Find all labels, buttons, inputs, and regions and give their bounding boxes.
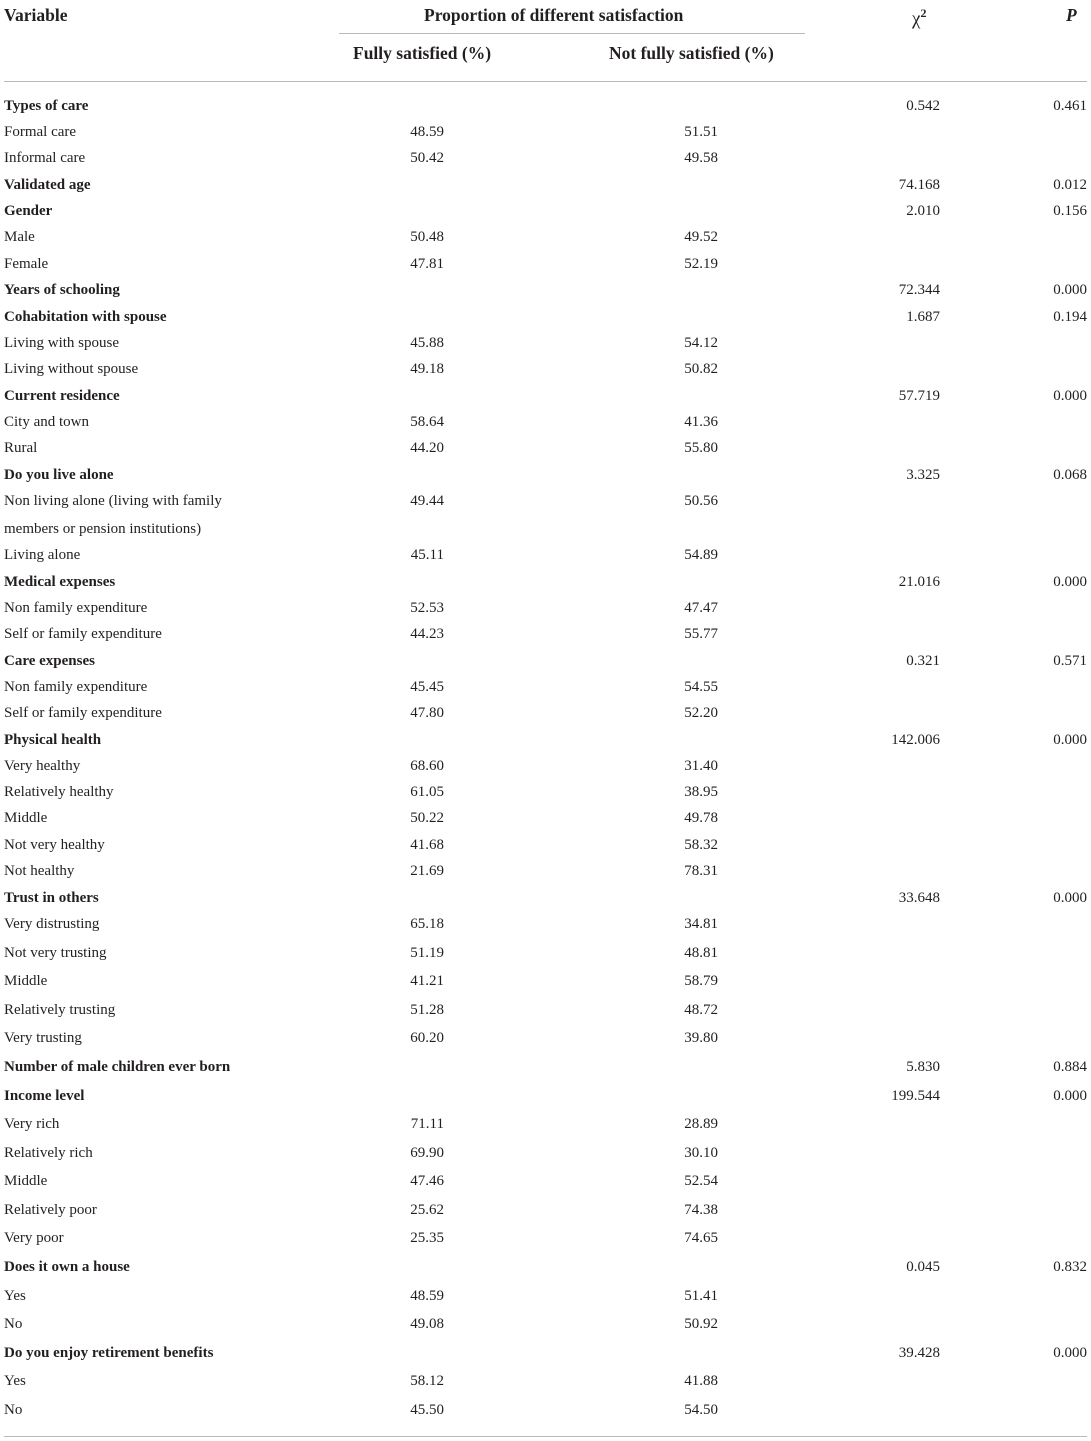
cell-fully-satisfied: 48.59 (410, 1288, 444, 1304)
header-fully-satisfied: Fully satisfied (%) (353, 43, 492, 63)
cell-fully-satisfied: 45.50 (410, 1402, 444, 1418)
row-label: Relatively rich (4, 1145, 93, 1161)
row-label: Cohabitation with spouse (4, 309, 167, 325)
cell-fully-satisfied: 50.22 (410, 810, 444, 826)
cell-not-fully-satisfied: 28.89 (684, 1116, 718, 1132)
row-label: Relatively trusting (4, 1002, 116, 1018)
chi-superscript: 2 (920, 6, 927, 20)
table-row (0, 437, 1091, 459)
cell-p-value: 0.571 (1053, 653, 1087, 669)
cell-not-fully-satisfied: 54.55 (684, 679, 718, 695)
row-label: Living alone (4, 547, 81, 563)
cell-chi-square: 74.168 (898, 177, 940, 193)
cell-p-value: 0.461 (1053, 98, 1087, 114)
row-label: Medical expenses (4, 574, 116, 590)
cell-fully-satisfied: 50.48 (410, 229, 444, 245)
table-row (0, 358, 1091, 380)
table-row (0, 1170, 1091, 1192)
cell-fully-satisfied: 51.19 (410, 945, 444, 961)
table-row (0, 781, 1091, 803)
cell-fully-satisfied: 60.20 (410, 1030, 444, 1046)
cell-fully-satisfied: 49.08 (410, 1316, 444, 1332)
cell-not-fully-satisfied: 58.79 (684, 973, 718, 989)
cell-fully-satisfied: 45.88 (410, 335, 444, 351)
cell-p-value: 0.068 (1053, 467, 1087, 483)
row-label: Non family expenditure (4, 600, 148, 616)
cell-not-fully-satisfied: 48.72 (684, 1002, 718, 1018)
table-row (0, 253, 1091, 275)
row-label: Not healthy (4, 863, 75, 879)
cell-fully-satisfied: 48.59 (410, 124, 444, 140)
row-label: Relatively healthy (4, 784, 114, 800)
table-row (0, 1113, 1091, 1135)
cell-not-fully-satisfied: 52.20 (684, 705, 718, 721)
row-label: Middle (4, 1173, 48, 1189)
table-row (0, 1227, 1091, 1249)
cell-fully-satisfied: 47.80 (410, 705, 444, 721)
cell-not-fully-satisfied: 48.81 (684, 945, 718, 961)
row-label: Middle (4, 810, 48, 826)
cell-chi-square: 142.006 (891, 732, 940, 748)
table-row (0, 860, 1091, 882)
row-label: Trust in others (4, 890, 99, 906)
table-row (0, 970, 1091, 992)
table-row (0, 1199, 1091, 1221)
cell-fully-satisfied: 51.28 (410, 1002, 444, 1018)
table-row (0, 999, 1091, 1021)
cell-not-fully-satisfied: 31.40 (684, 758, 718, 774)
cell-p-value: 0.194 (1053, 309, 1087, 325)
bottom-rule (4, 1436, 1087, 1437)
section-row (0, 650, 1091, 672)
table-row (0, 1313, 1091, 1335)
cell-not-fully-satisfied: 55.80 (684, 440, 718, 456)
cell-chi-square: 57.719 (898, 388, 940, 404)
row-label: Very poor (4, 1230, 64, 1246)
section-row (0, 174, 1091, 196)
cell-chi-square: 2.010 (906, 203, 940, 219)
table-row (0, 147, 1091, 169)
row-label: Female (4, 256, 49, 272)
cell-fully-satisfied: 47.46 (410, 1173, 444, 1189)
header-rule (4, 81, 1087, 82)
cell-fully-satisfied: 69.90 (410, 1145, 444, 1161)
row-label: Middle (4, 973, 48, 989)
chi-symbol: χ (912, 8, 921, 30)
row-label: Very trusting (4, 1030, 82, 1046)
section-row (0, 1342, 1091, 1364)
cell-fully-satisfied: 25.35 (410, 1230, 444, 1246)
row-label: Physical health (4, 732, 102, 748)
cell-fully-satisfied: 71.11 (410, 1116, 444, 1132)
cell-fully-satisfied: 25.62 (410, 1202, 444, 1218)
section-row (0, 571, 1091, 593)
cell-p-value: 0.000 (1053, 388, 1087, 404)
table-row (0, 1027, 1091, 1049)
cell-chi-square: 21.016 (898, 574, 940, 590)
row-label: Years of schooling (4, 282, 120, 298)
section-row (0, 279, 1091, 301)
section-row (0, 95, 1091, 117)
cell-not-fully-satisfied: 74.65 (684, 1230, 718, 1246)
cell-p-value: 0.000 (1053, 282, 1087, 298)
cell-not-fully-satisfied: 38.95 (684, 784, 718, 800)
cell-p-value: 0.832 (1053, 1259, 1087, 1275)
cell-chi-square: 39.428 (898, 1345, 940, 1361)
cell-fully-satisfied: 58.12 (410, 1373, 444, 1389)
cell-not-fully-satisfied: 52.54 (684, 1173, 718, 1189)
row-label: Gender (4, 203, 53, 219)
cell-not-fully-satisfied: 39.80 (684, 1030, 718, 1046)
cell-chi-square: 0.542 (906, 98, 940, 114)
header-p: P (1066, 5, 1077, 25)
cell-chi-square: 33.648 (898, 890, 940, 906)
cell-fully-satisfied: 45.45 (410, 679, 444, 695)
row-label: Do you live alone (4, 467, 114, 483)
table-row (0, 702, 1091, 724)
section-row (0, 464, 1091, 486)
header-proportion: Proportion of different satisfaction (424, 5, 684, 25)
table-row (0, 1370, 1091, 1392)
cell-fully-satisfied: 68.60 (410, 758, 444, 774)
row-label: Current residence (4, 388, 120, 404)
row-label: Care expenses (4, 653, 95, 669)
cell-not-fully-satisfied: 34.81 (684, 916, 718, 932)
cell-not-fully-satisfied: 41.88 (684, 1373, 718, 1389)
cell-not-fully-satisfied: 49.78 (684, 810, 718, 826)
table-row (0, 1399, 1091, 1421)
cell-fully-satisfied: 47.81 (410, 256, 444, 272)
cell-fully-satisfied: 58.64 (410, 414, 444, 430)
row-label: Very rich (4, 1116, 60, 1132)
section-row (0, 887, 1091, 909)
cell-fully-satisfied: 44.23 (410, 626, 444, 642)
section-row (0, 200, 1091, 222)
row-label: No (4, 1402, 23, 1418)
cell-fully-satisfied: 52.53 (410, 600, 444, 616)
header-subrule (339, 33, 805, 34)
table-row (0, 676, 1091, 698)
row-label: Non living alone (living with family (4, 493, 222, 509)
row-label: Do you enjoy retirement benefits (4, 1345, 214, 1361)
row-label: Formal care (4, 124, 77, 140)
cell-fully-satisfied: 49.18 (410, 361, 444, 377)
table-row (0, 411, 1091, 433)
cell-p-value: 0.000 (1053, 1088, 1087, 1104)
cell-p-value: 0.884 (1053, 1059, 1087, 1075)
cell-not-fully-satisfied: 51.51 (684, 124, 718, 140)
cell-not-fully-satisfied: 50.56 (684, 493, 718, 509)
table-row (0, 942, 1091, 964)
header-chi-square (912, 6, 926, 30)
section-row (0, 1256, 1091, 1278)
row-label: Informal care (4, 150, 86, 166)
cell-fully-satisfied: 50.42 (410, 150, 444, 166)
cell-not-fully-satisfied: 47.47 (684, 600, 718, 616)
cell-not-fully-satisfied: 51.41 (684, 1288, 718, 1304)
cell-chi-square: 1.687 (906, 309, 940, 325)
cell-fully-satisfied: 41.68 (410, 837, 444, 853)
row-label: Self or family expenditure (4, 626, 162, 642)
row-label: No (4, 1316, 23, 1332)
cell-not-fully-satisfied: 74.38 (684, 1202, 718, 1218)
cell-not-fully-satisfied: 49.58 (684, 150, 718, 166)
cell-chi-square: 3.325 (906, 467, 940, 483)
header-not-fully-satisfied: Not fully satisfied (%) (609, 43, 774, 63)
cell-not-fully-satisfied: 50.92 (684, 1316, 718, 1332)
cell-not-fully-satisfied: 78.31 (684, 863, 718, 879)
cell-fully-satisfied: 49.44 (410, 493, 444, 509)
header-variable: Variable (4, 5, 68, 25)
cell-fully-satisfied: 21.69 (410, 863, 444, 879)
row-label: Not very trusting (4, 945, 107, 961)
cell-not-fully-satisfied: 52.19 (684, 256, 718, 272)
cell-chi-square: 5.830 (906, 1059, 940, 1075)
table-row (0, 834, 1091, 856)
row-label: Male (4, 229, 35, 245)
row-label: Income level (4, 1088, 85, 1104)
row-label: Does it own a house (4, 1259, 130, 1275)
cell-chi-square: 72.344 (898, 282, 940, 298)
row-label: Validated age (4, 177, 91, 193)
row-label: Very healthy (4, 758, 81, 774)
cell-p-value: 0.156 (1053, 203, 1087, 219)
cell-fully-satisfied: 44.20 (410, 440, 444, 456)
table-row (0, 1285, 1091, 1307)
table-row (0, 755, 1091, 777)
table-row (0, 1142, 1091, 1164)
row-label: Yes (4, 1288, 26, 1304)
table-row (0, 226, 1091, 248)
cell-not-fully-satisfied: 54.89 (684, 547, 718, 563)
row-label: Yes (4, 1373, 26, 1389)
row-label: Living with spouse (4, 335, 119, 351)
cell-not-fully-satisfied: 55.77 (684, 626, 718, 642)
cell-p-value: 0.000 (1053, 732, 1087, 748)
cell-not-fully-satisfied: 54.50 (684, 1402, 718, 1418)
cell-chi-square: 199.544 (891, 1088, 940, 1104)
cell-not-fully-satisfied: 58.32 (684, 837, 718, 853)
row-label: Very distrusting (4, 916, 100, 932)
row-label: Number of male children ever born (4, 1059, 231, 1075)
section-row (0, 306, 1091, 328)
table-row (0, 597, 1091, 619)
table-row (0, 807, 1091, 829)
cell-not-fully-satisfied: 30.10 (684, 1145, 718, 1161)
row-label: Types of care (4, 98, 89, 114)
cell-fully-satisfied: 41.21 (410, 973, 444, 989)
row-label: Non family expenditure (4, 679, 148, 695)
row-label: Rural (4, 440, 38, 456)
cell-not-fully-satisfied: 41.36 (684, 414, 718, 430)
cell-fully-satisfied: 61.05 (410, 784, 444, 800)
cell-not-fully-satisfied: 49.52 (684, 229, 718, 245)
cell-chi-square: 0.045 (906, 1259, 940, 1275)
row-label-continuation: members or pension institutions) (4, 521, 202, 537)
table-row (0, 121, 1091, 143)
cell-p-value: 0.000 (1053, 574, 1087, 590)
row-label: City and town (4, 414, 89, 430)
section-row (0, 729, 1091, 751)
cell-not-fully-satisfied: 50.82 (684, 361, 718, 377)
cell-p-value: 0.000 (1053, 1345, 1087, 1361)
cell-not-fully-satisfied: 54.12 (684, 335, 718, 351)
table-row (0, 913, 1091, 935)
section-row (0, 385, 1091, 407)
row-label: Not very healthy (4, 837, 105, 853)
cell-fully-satisfied: 65.18 (410, 916, 444, 932)
table-row (0, 332, 1091, 354)
cell-p-value: 0.000 (1053, 890, 1087, 906)
table-row (0, 490, 1091, 537)
table-row (0, 544, 1091, 566)
row-label: Relatively poor (4, 1202, 97, 1218)
table-row (0, 623, 1091, 645)
row-label: Self or family expenditure (4, 705, 162, 721)
row-label: Living without spouse (4, 361, 139, 377)
cell-chi-square: 0.321 (906, 653, 940, 669)
cell-fully-satisfied: 45.11 (410, 547, 444, 563)
cell-p-value: 0.012 (1053, 177, 1087, 193)
section-row (0, 1085, 1091, 1107)
section-row (0, 1056, 1091, 1078)
